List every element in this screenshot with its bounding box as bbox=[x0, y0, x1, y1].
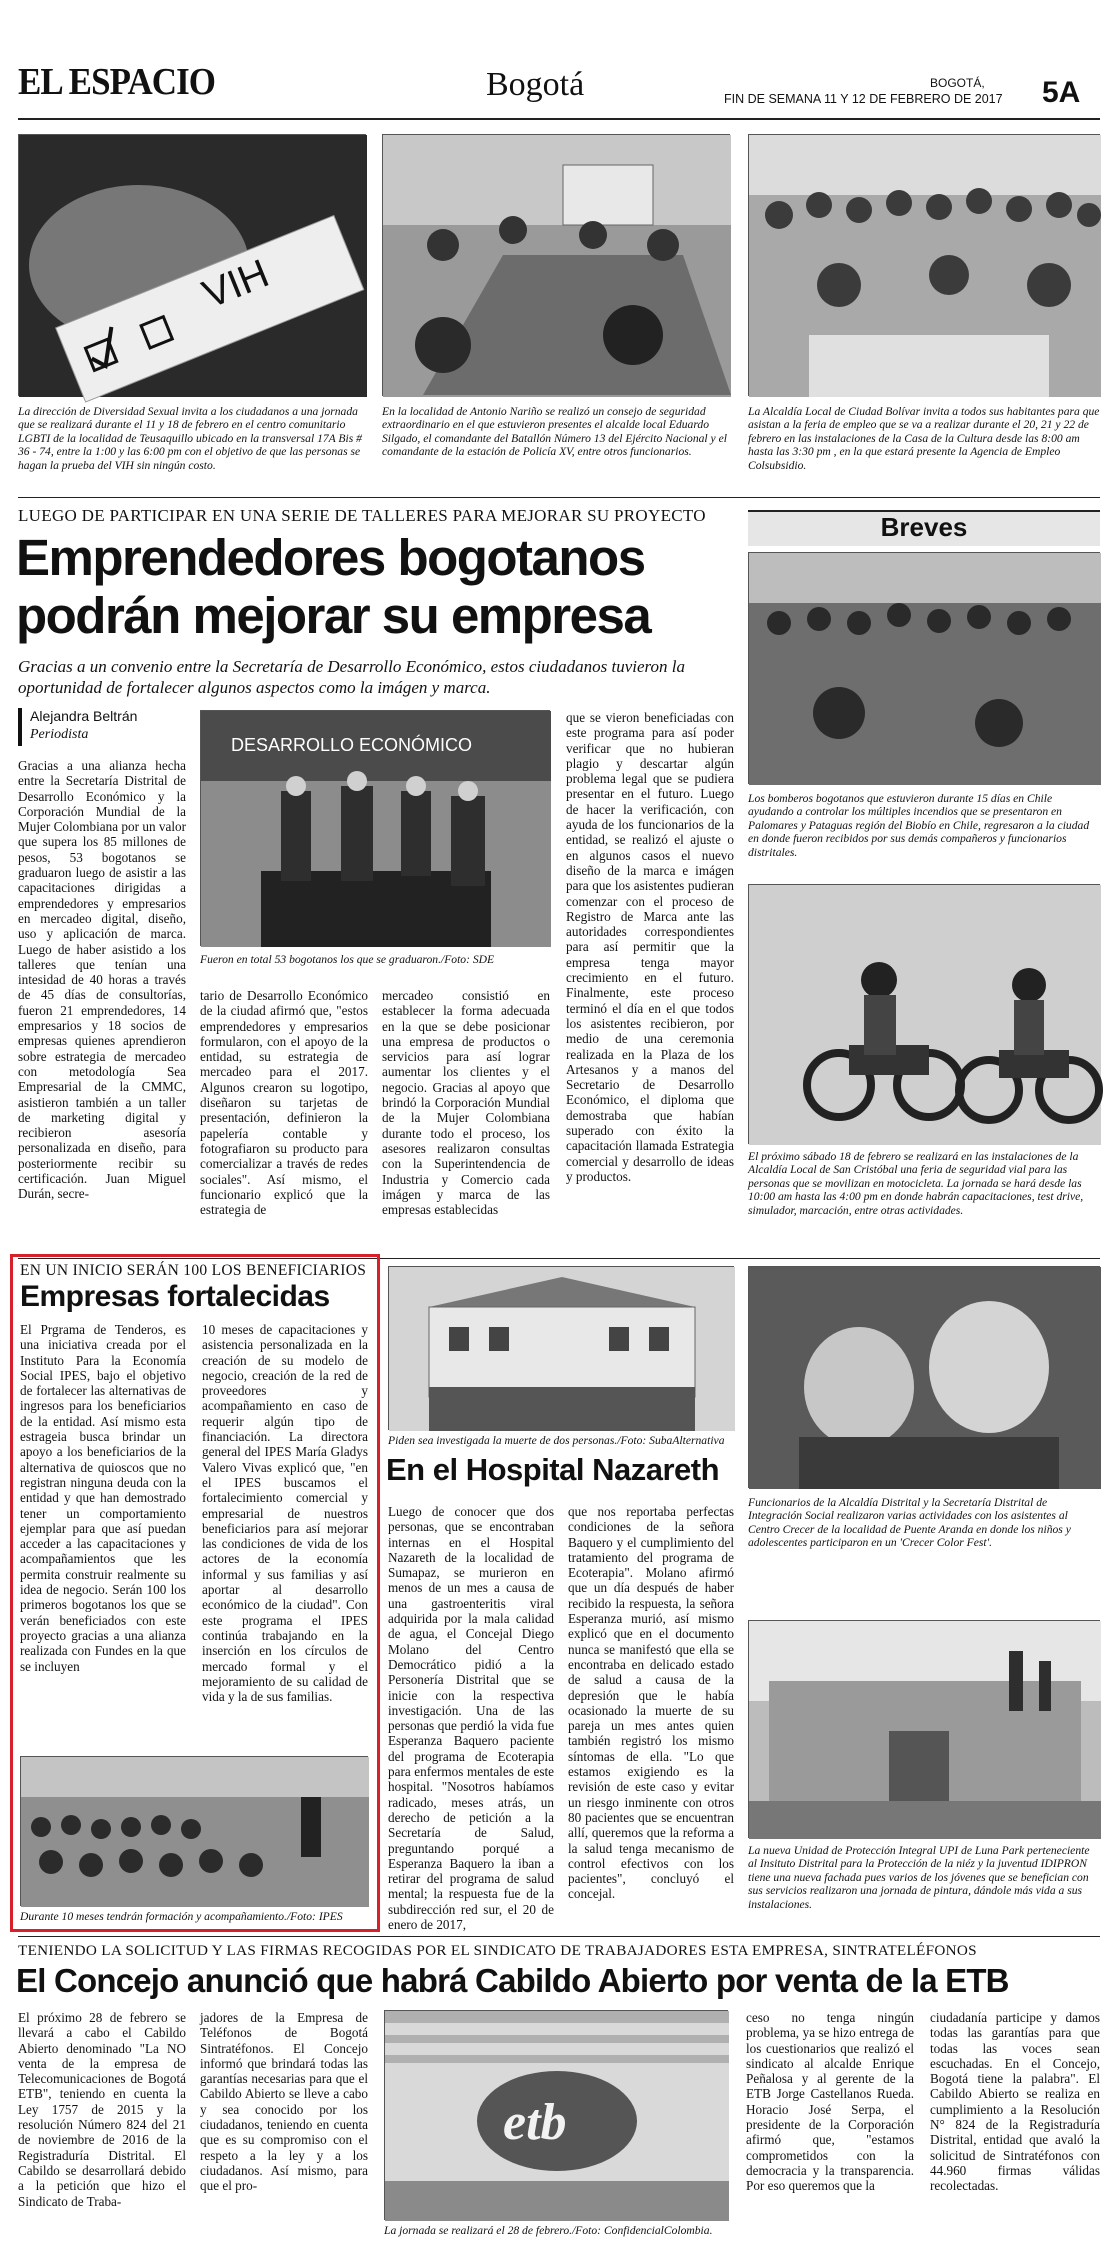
caption-graduation: Fueron en total 53 bogotanos los que se graduaron./Foto: SDE bbox=[200, 953, 495, 966]
etb-logo-text: etb bbox=[503, 2094, 567, 2151]
firefighters-illustration bbox=[749, 553, 1101, 785]
caption-etb: La jornada se realizará el 28 de febrero./Foto: ConfidencialColombia. bbox=[384, 2224, 713, 2237]
masthead-rule bbox=[18, 118, 1100, 120]
building-illustration bbox=[749, 1621, 1101, 1839]
caption-upi: La nueva Unidad de Protección Integral UPI de Luna Park perteneciente al Insituto Distrital para la Protección de la niéz y la juventud IDIPRON tiene una nueva fachada pues varios de los jóvenes que se benefician con sus servicios realizaron una jornada de pintura, dándole más vida a sus instalaciones. bbox=[748, 1844, 1090, 1911]
main-col-4: que se vieron beneficiadas con este programa para así poder verificar que no hubieran plagio y descartar algún problema legal que se pudiera presentar en el futuro. Luego de hacer la verificación, con ayuda de los funcionarios de la entidad, se realizó el ajuste o en algunos casos el nuevo diseño de la marca e imágen para que los asistentes pudieran comenzar con el proceso de Registro de Marca ante las autoridades correspondientes para así permitir que la empresa tenga mayor crecimiento en el futuro. Finalmente, este proceso terminó el día en el que todos los asistentes recibieron, por medio de una ceremonia realizada en la Plaza de los Artesanos y a manos del Secretario de Desarrollo Económico, el diploma que demostraba que habían superado con éxito la capacitación llamada Estrategia comercial y desarrollo de ideas y productos. bbox=[566, 710, 734, 1184]
main-col-2: tario de Desarrollo Económico de la ciudad afirmó que, "estos emprendedores y empresarios formularon, con el apoyo de la entidad, su estrategia de mercadeo para el 2017. Algunos crearon su logotipo, diseñaron su tarjetas de presentación, definieron la papelería contable y fotografiaron su producto para comercializar a través de redes sociales". Así mismo, el funcionario explicó que la estrategia de bbox=[200, 988, 368, 1218]
photo-hospital bbox=[388, 1266, 734, 1430]
graduation-illustration bbox=[201, 711, 551, 947]
photo-job-fair bbox=[748, 134, 1100, 396]
byline-role: Periodista bbox=[30, 727, 89, 742]
photo-firefighters bbox=[748, 552, 1100, 784]
main-col-1: Gracias a una alianza hecha entre la Secretaría Distrital de Desarrollo Económico y la Corporación Mundial de la Mujer Colombiana por un valor que supera los 85 millones de pesos, 53 bogotanos se graduaron luego de asistir a las capacitaciones dirigidas a emprendedores y empresarios en mercadeo digital, diseño, uso y aplicación de marca. Luego de haber asistido a los talleres que tenían una intesidad de 40 horas a través de 45 días de consultorías, fueron 21 emprendedores, 14 empresarios y 18 socios de empresas quienes aprendieron sobre estrategia de mercadeo con metodología Sea Empresarial de la CMMC, asistieron también a un taller de marketing digital y recibieron asesoría personalizada en diseño, para posteriormente recibir su certificación. Juan Miguel Durán, secre- bbox=[18, 758, 186, 1202]
photo-security-council bbox=[382, 134, 730, 396]
etb-col-1: El próximo 28 de febrero se llevará a cabo el Cabildo Abierto denominado "La NO venta de la empresa de Telecomunicaciones de Bogotá ETB", teniendo en cuenta la Ley 1757 de 2015 y la resolución Número 824 del 21 de noviembre de 2016 de la Registraduría Distrital. El Cabildo se desarrollará debido a la petición que hizo el Sindicato de Traba- bbox=[18, 2010, 186, 2209]
etb-col-2: jadores de la Empresa de Teléfonos de Bogotá Sintratéfonos. El Concejo informó que brindará todas las garantías necesarias para que el Cabildo Abierto se lleve a cabo y sea conocido por los ciudadanos, teniendo en cuenta que es su compromiso con el respeto a la ley y a los ciudadanos. Así mismo, para que el pro- bbox=[200, 2010, 368, 2194]
main-deck: Gracias a un convenio entre la Secretaría de Desarrollo Económico, estos ciudadanos tuvieron la oportunidad de fortalecer algunos aspectos como la imágen y marca. bbox=[18, 657, 685, 697]
masthead-section: Bogotá bbox=[486, 66, 585, 103]
etb-kicker: TENIENDO LA SOLICITUD Y LAS FIRMAS RECOGIDAS POR EL SINDICATO DE TRABAJADORES ESTA EMPRESA, SINTRATELÉFONOS bbox=[18, 1942, 977, 1959]
ipes-col-2: 10 meses de capacitaciones y asistencia personalizada en la creación de su modelo de negocio, creación de la red de proveedores y acompañamiento en caso de requerir algún tipo de financiación. La directora general del IPES María Gladys Valero Vivas explicó que, "en el IPES buscamos el fortalecimiento comercial y empresarial de nuestros beneficiarios para así mejorar las condiciones de vida de los actores de la economía informal y sus familias y así aportar al desarrollo económico de la ciudad". Con este programa el IPES continúa trabajando en la inserción en los círculos de mercado formal y el mejoramiento de su calidad de vida y la de sus familias. bbox=[202, 1322, 368, 1705]
page-number: 5A bbox=[1042, 76, 1081, 109]
byline-bar bbox=[18, 708, 22, 746]
masthead-date: FIN DE SEMANA 11 Y 12 DE FEBRERO DE 2017 bbox=[724, 92, 1003, 106]
motorcycle-illustration bbox=[749, 885, 1101, 1145]
vih-card-text: VIH bbox=[196, 251, 275, 318]
graduation-banner-text: DESARROLLO ECONÓMICO bbox=[231, 735, 473, 755]
photo-etb-sign bbox=[384, 2010, 728, 2220]
girls-illustration bbox=[749, 1267, 1101, 1489]
hospital-col-1: Luego de conocer que dos personas, que se encontraban internas en el Hospital Nazareth de la localidad de Sumapaz, se murieron en menos de un mes a causa de una gastroenteritis viral adquirida por la mala calidad de agua, el Concejal Diego Molano del Centro Democrático pidió a la Personería Distrital que se inicie con la respectiva investigación. Una de las personas que perdió la vida fue Esperanza Baquero paciente del programa de Ecoterapia para enfermos mentales de este hospital. "Nosotros habíamos radicado, meses atrás, un derecho de petición a la Secretaría de Salud, preguntando porqué a Esperanza Baquero la iban a retirar del programa de salud mental; la respuesta fue de la subdirección red sur, el 20 de enero de 2017, bbox=[388, 1504, 554, 1933]
etb-col-3: ceso no tenga ningún problema, ya se hizo entrega de los cuestionarios que realizó el sindicato al alcalde Enrique Peñalosa y al gerente de la ETB Jorge Castellanos Rueda. Horacio José Serpa, el presidente de la Corporación afirmó que, "estamos comprometidos con la democracia y la transparencia. Por eso queremos que la bbox=[746, 2010, 914, 2194]
masthead-brand: EL ESPACIO bbox=[18, 61, 216, 103]
main-headline-1: Emprendedores bogotanos bbox=[16, 529, 645, 586]
crowd-illustration bbox=[749, 135, 1101, 397]
caption-vih: La dirección de Diversidad Sexual invita a los ciudadanos a una jornada que se realizará durante el 11 y 18 de febrero en el centro comunitario LGBTI de la localidad de Teusaquillo ubicado en la transversal 17A Bis # 36 - 74, entre la 1:00 y las 6:00 pm con el objetivo de que las personas se hagan la prueba del VIH sin ningún costo. bbox=[18, 405, 362, 472]
bottom-rule bbox=[18, 1936, 1100, 1937]
caption-motorcycle: El próximo sábado 18 de febrero se realizará en las instalaciones de la Alcaldía Local de San Cristóbal una feria de seguridad vial para las personas que se movilizan en motocicleta. La jornada se hará desde las 10:00 am hasta las 4:00 pm en donde habrán capacitaciones, test drive, simulador, marcación, entre otras actividades. bbox=[748, 1150, 1084, 1217]
main-col-3: mercadeo consistió en establecer la forma adecuada en la que se debe posicionar una empresa de productos o servicios para así lograr aumentar los clientes y el negocio. Gracias al apoyo que brindó la Corporación Mundial de la Mujer Colombiana durante todo el proceso, los asesores realizaron consultas con la Superintendencia de Industria y Comercio cada imágen y marca de las empresas establecidas bbox=[382, 988, 550, 1218]
hospital-illustration bbox=[389, 1267, 735, 1431]
ipes-headline: Empresas fortalecidas bbox=[20, 1280, 330, 1313]
caption-crecer: Funcionarios de la Alcaldía Distrital y la Secretaría Distrital de Integración Social realizaron varias actividades con los asistentes al Centro Crecer de la localidad de Puente Aranda en donde los niños y adolescentes participaron en un 'Crecer Color Fest'. bbox=[748, 1496, 1071, 1550]
ipes-col-1: El Prgrama de Tenderos, es una iniciativa creada por el Instituto Para la Economía Social IPES, bajo el objetivo de fortalecer las alternativas de ingresos para los beneficiarios de la entidad. Así mismo esta estrageia busca brindar un apoyo a los beneficiarios de la alternativa de quioscos que no registran ninguna deuda con la entidad y que han demostrado tener un comportamiento ejemplar para que así puedan acceder a las capacitaciones y acompañamientos que les permita construir realmente su idea de negocio. Serán 100 los primeros bogotanos los que se verán beneficiados con este proyecto gracias a una alianza realizada con Fundes en la que se incluyen bbox=[20, 1322, 186, 1674]
breves-title: Breves bbox=[880, 512, 968, 542]
hospital-headline: En el Hospital Nazareth bbox=[386, 1452, 720, 1487]
caption-security-council: En la localidad de Antonio Nariño se realizó un consejo de seguridad extraordinario en el que estuvieron presentes el alcalde local Eduardo Silgado, el comandante del Batallón Número 13 del Ejército Nacional y el comandante de la estación de Policía XV, entre otros funcionarios. bbox=[382, 405, 727, 459]
photo-vih-test bbox=[18, 134, 366, 396]
photo-graduation bbox=[200, 710, 550, 946]
main-headline-2: podrán mejorar su empresa bbox=[16, 587, 651, 644]
etb-sign-illustration bbox=[385, 2011, 729, 2221]
caption-job-fair: La Alcaldía Local de Ciudad Bolívar invita a todos sus habitantes para que asistan a la feria de empleo que se va a realizar durante el 20, 21 y 22 de febrero en las instalaciones de la Casa de la Cultura desde las 8:00 am hasta las 3:30 pm , en la que estará presente la Agencia de Empleo Colsubsidio. bbox=[748, 405, 1100, 472]
caption-firefighters: Los bomberos bogotanos que estuvieron durante 15 días en Chile ayudando a controlar los múltiples incendios que se presentaron en Palomares y Pataguas región del Biobío en Chile, regresaron a la ciudad en donde fueron recibidos por sus demás compañeros y funcionarios distritales. bbox=[748, 792, 1090, 859]
caption-hospital: Piden sea investigada la muerte de dos personas./Foto: SubaAlternativa bbox=[388, 1434, 725, 1447]
main-kicker: LUEGO DE PARTICIPAR EN UNA SERIE DE TALLERES PARA MEJORAR SU PROYECTO bbox=[18, 506, 706, 525]
byline-author: Alejandra Beltrán bbox=[30, 708, 138, 724]
vih-card-illustration bbox=[19, 135, 367, 397]
masthead-city: BOGOTÁ, bbox=[930, 76, 985, 90]
hospital-col-2: que nos reportaba perfectas condiciones de la señora Baquero y el cumplimiento del tratamiento del programa de Ecoterapia". Molano afirmó que un día después de haber recibido la respuesta, la señora Esperanza murió, así mismo explicó que en el documento nunca se manifestó que ella se encontraba en delicado estado de salud a causa de la depresión que le había ocasionado la muerte de su pareja un mes antes quien también registró los mismo síntomas de ella. "Lo que estamos exigiendo es la revisión de este caso y evitar un riesgo inminente con otros 80 pacientes que se encuentran allí, queremos que la reforma a la salud tenga mecanismo de control efectivos con los pacientes", concluyó el concejal. bbox=[568, 1504, 734, 1902]
photo-upi-building bbox=[748, 1620, 1100, 1838]
caption-ipes: Durante 10 meses tendrán formación y acompañamiento./Foto: IPES bbox=[20, 1910, 343, 1923]
etb-headline: El Concejo anunció que habrá Cabildo Abierto por venta de la ETB bbox=[16, 1962, 1009, 1999]
photo-girls bbox=[748, 1266, 1100, 1488]
audience-illustration bbox=[21, 1757, 369, 1907]
meeting-illustration bbox=[383, 135, 731, 397]
ipes-kicker: EN UN INICIO SERÁN 100 LOS BENEFICIARIOS bbox=[20, 1262, 367, 1279]
etb-col-4: ciudadanía participe y damos todas las garantías para que todas las voces sean escuchadas. En el Concejo, Bogotá tiene la palabra". El Cabildo Abierto se realiza en cumplimiento a la Resolución N° 824 de la Registraduría Distrital, entidad que avaló la solicitud de Sintratéfonos con 44.960 firmas válidas recolectadas. bbox=[930, 2010, 1100, 2194]
top-section-rule bbox=[18, 497, 1100, 498]
photo-motorcycle bbox=[748, 884, 1100, 1144]
photo-ipes-audience bbox=[20, 1756, 368, 1906]
